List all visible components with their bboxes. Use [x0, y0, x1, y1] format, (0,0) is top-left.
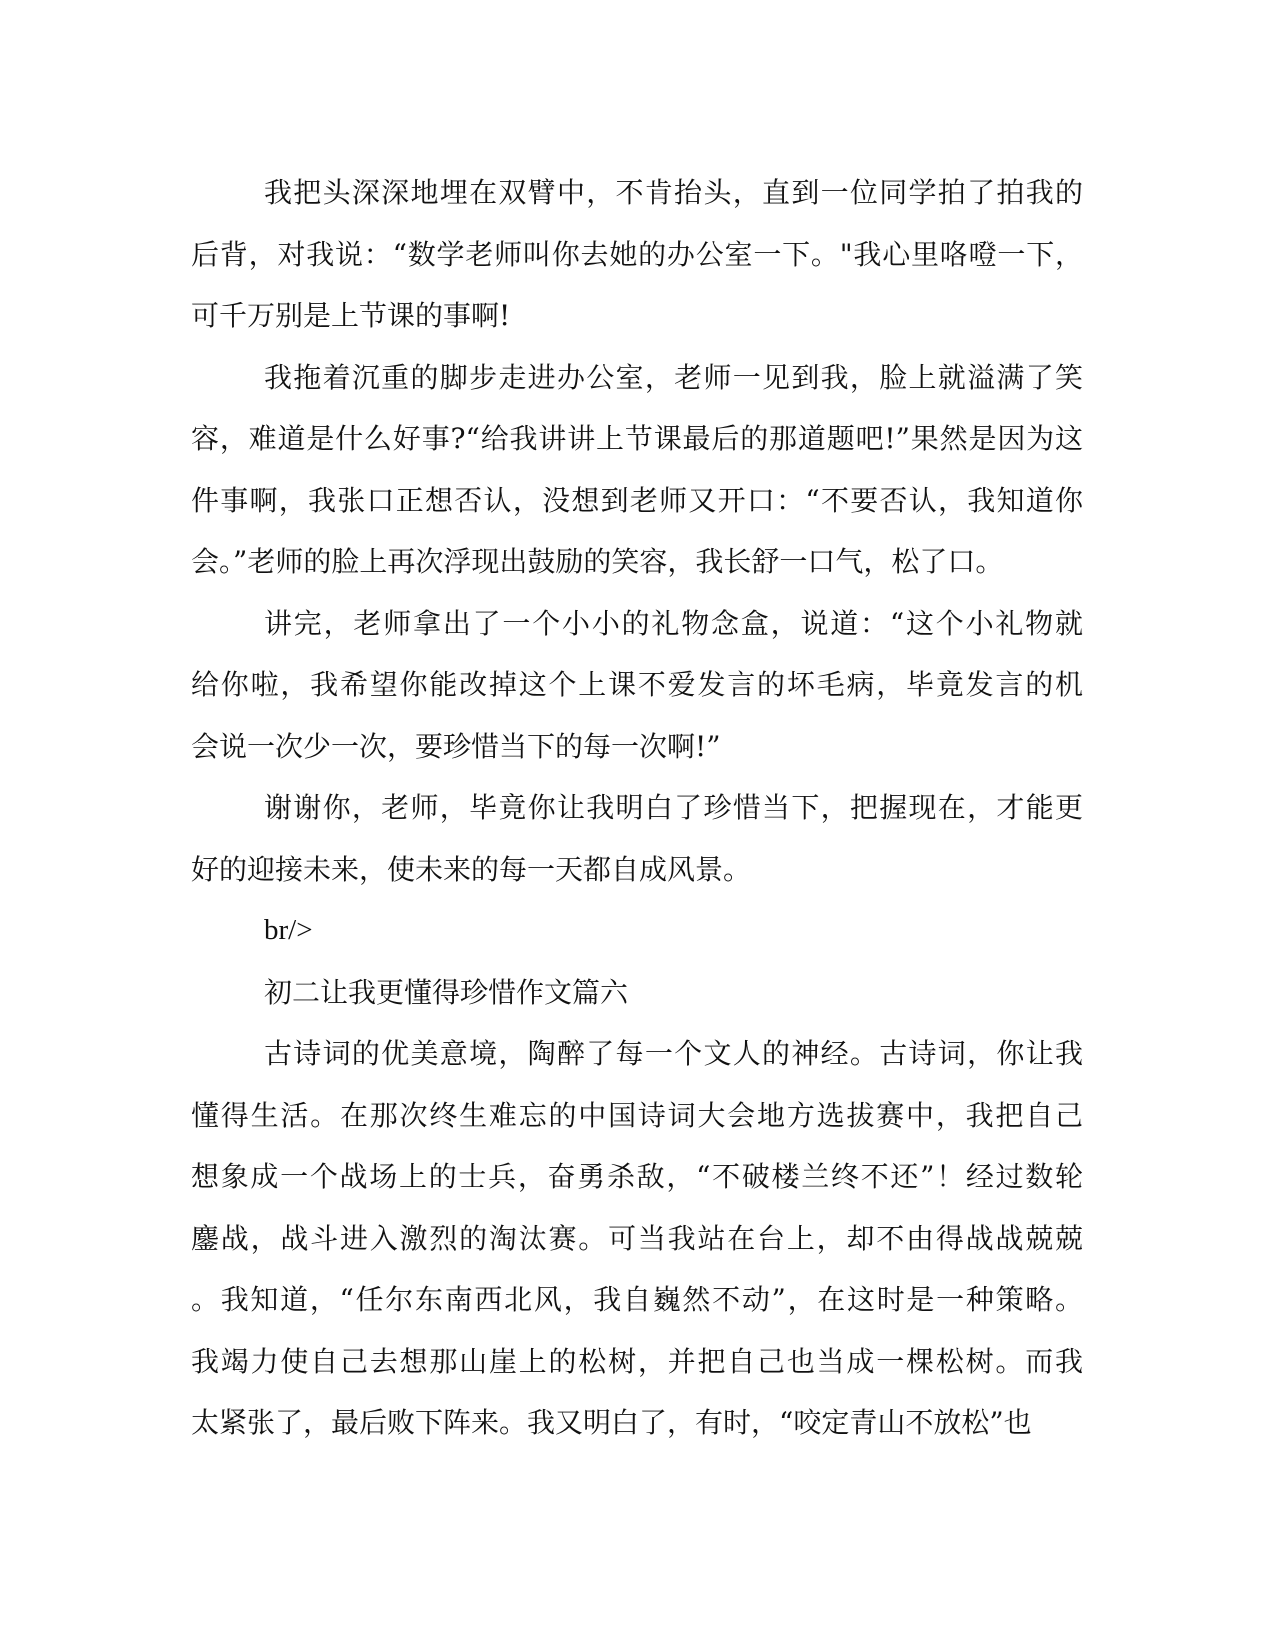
document-body	[191, 162, 1083, 1454]
paragraph-2-line-2: 容，难道是什么好事?“给我讲讲上节课最后的那道题吧!”果然是因为这	[191, 422, 1083, 455]
paragraph-3-line-2: 给你啦，我希望你能改掉这个上课不爱发言的坏毛病，毕竟发言的机	[191, 668, 1083, 701]
paragraph-5-line-4: 鏖战，战斗进入激烈的淘汰赛。可当我站在台上，却不由得战战兢兢	[191, 1221, 1083, 1255]
paragraph-5-line-3: 想象成一个战场上的士兵，奋勇杀敌，“不破楼兰终不还”！经过数轮	[191, 1160, 1083, 1193]
paragraph-5-line-5: 。我知道，“任尔东南西北风，我自巍然不动”，在这时是一种策略。	[191, 1283, 1083, 1316]
paragraph-4-line-2: 好的迎接未来，使未来的每一天都自成风景。	[191, 852, 752, 886]
paragraph-3-line-3: 会说一次少一次，要珍惜当下的每一次啊!”	[191, 729, 721, 763]
paragraph-5-line-2: 懂得生活。在那次终生难忘的中国诗词大会地方选拔赛中，我把自己	[191, 1098, 1083, 1132]
paragraph-5-line-7: 太紧张了，最后败下阵来。我又明白了，有时，“咬定青山不放松”也	[191, 1406, 1032, 1439]
paragraph-2-line-1: 我拖着沉重的脚步走进办公室，老师一见到我，脸上就溢满了笑	[264, 360, 1083, 394]
paragraph-5-line-1: 古诗词的优美意境，陶醉了每一个文人的神经。古诗词，你让我	[264, 1037, 1083, 1070]
paragraph-4-line-1: 谢谢你，老师，毕竟你让我明白了珍惜当下，把握现在，才能更	[264, 791, 1083, 824]
paragraph-5-line-6: 我竭力使自己去想那山崖上的松树，并把自己也当成一棵松树。而我	[191, 1344, 1083, 1378]
paragraph-1-line-2: 后背，对我说：“数学老师叫你去她的办公室一下。"我心里咯噔一下，	[191, 237, 1083, 271]
section-heading: 初二让我更懂得珍惜作文篇六	[264, 975, 629, 1009]
paragraph-1-line-1: 我把头深深地埋在双臂中，不肯抬头，直到一位同学拍了拍我的	[264, 176, 1083, 209]
paragraph-1-line-3: 可千万别是上节课的事啊!	[191, 299, 511, 332]
paragraph-2-line-3: 件事啊，我张口正想否认，没想到老师又开口：“不要否认，我知道你	[191, 483, 1083, 517]
paragraph-2-line-4: 会。”老师的脸上再次浮现出鼓励的笑容，我长舒一口气，松了口。	[191, 545, 1004, 578]
paragraph-3-line-1: 讲完，老师拿出了一个小小的礼物念盒，说道：“这个小礼物就	[264, 606, 1083, 640]
stray-markup-line: br/>	[264, 914, 313, 946]
